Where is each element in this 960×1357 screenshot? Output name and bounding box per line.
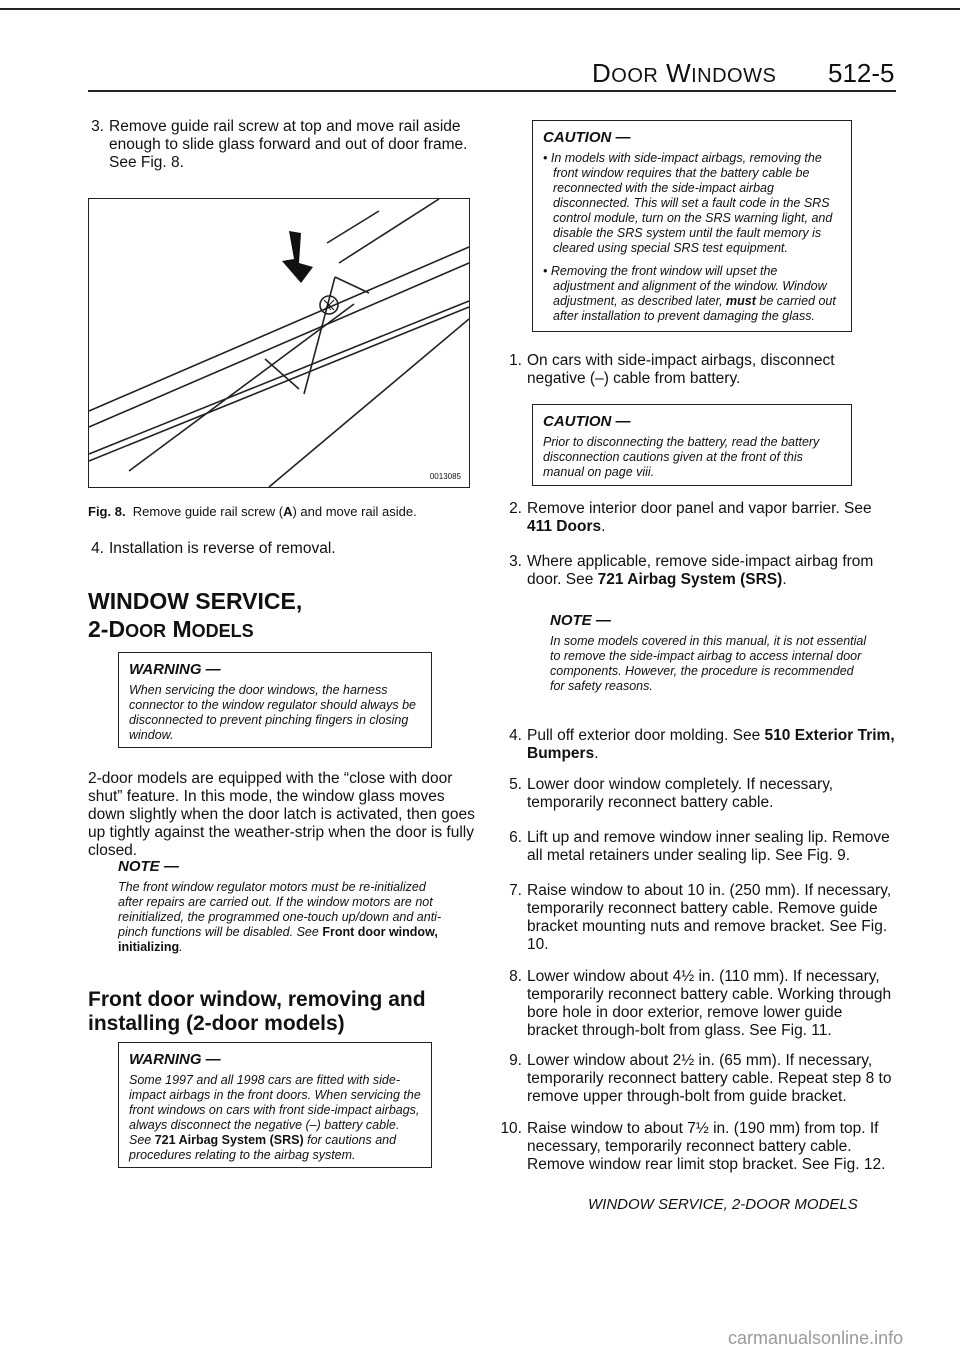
step-raise-window-7half: 10. Raise window to about 7½ in. (190 mm) from top. If necessary, temporarily reconnect battery cable. Remove window rear limit stop bracket. See Fig. 12.: [500, 1120, 886, 1173]
guide-rail-illustration: [89, 199, 469, 487]
guide-rail-figure: [88, 198, 470, 488]
step-remove-guide-rail: 3. Remove guide rail screw at top and move rail aside enough to slide glass forward and out of door frame. See Fig. 8.: [91, 118, 468, 171]
header-rule: [88, 90, 896, 92]
figure-code: 0013085: [429, 472, 461, 481]
step-disconnect-battery: 1. On cars with side-impact airbags, disconnect negative (–) cable from battery.: [509, 352, 835, 387]
top-rule: [0, 8, 960, 10]
step-pull-molding: 4. Pull off exterior door molding. See 510 Exterior Trim, Bumpers.: [509, 727, 895, 762]
watermark: carmanualsonline.info: [728, 1328, 904, 1348]
close-with-door-shut-paragraph: 2-door models are equipped with the “close with door shut” feature. In this mode, the window glass moves down slightly when the door latch is activated, then goes up tightly against the weather-strip when the door is fully closed.: [88, 770, 475, 859]
subsection-title: Front door window, removing and installing (2-door models): [88, 988, 426, 1035]
step-lower-window-2half: 9. Lower window about 2½ in. (65 mm). If necessary, temporarily reconnect battery cable. Repeat step 8 to remove upper through-bolt from guide bracket.: [509, 1052, 892, 1105]
doors-link[interactable]: 411 Doors: [527, 518, 602, 535]
figure-label-a: A: [325, 302, 332, 312]
caution-box-airbag: CAUTION — • In models with side-impact airbags, removing the front window requires that the battery cable be reconnected with the side-impact airbag disconnected. This will set a fault code in the SRS control module, turn on the SRS warning light, and disable the SRS system until the fault memory is cleared using special SRS test equipment. • Removing the front window will upset the adjustment and alignment of the window. Window adjustment, as described later, must be carried out after installation to prevent damaging the glass.: [532, 120, 852, 332]
running-footer: WINDOW SERVICE, 2-DOOR MODELS: [588, 1196, 858, 1213]
note-airbag-removal: NOTE — In some models covered in this manual, it is not essential to remove the side-impact airbag to access internal door components. However, the procedure is recommended for safety reasons.: [550, 612, 867, 693]
step-remove-sealing-lip: 6. Lift up and remove window inner sealing lip. Remove all metal retainers under sealing lip. See Fig. 9.: [509, 829, 890, 864]
page-number: 512-5: [828, 58, 895, 88]
step-lower-window: 5. Lower door window completely. If necessary, temporarily reconnect battery cable.: [509, 776, 834, 811]
step-raise-window-10in: 7. Raise window to about 10 in. (250 mm). If necessary, temporarily reconnect battery cable. Remove guide bracket mounting nuts and remove bracket. See Fig. 10.: [509, 882, 892, 953]
chapter-title: DOOR WINDOWS: [592, 58, 777, 88]
airbag-system-link-2[interactable]: 721 Airbag System (SRS): [597, 571, 783, 588]
airbag-system-link[interactable]: 721 Airbag System (SRS): [154, 1133, 304, 1147]
warning-box-airbag: WARNING — Some 1997 and all 1998 cars are fitted with side-impact airbags in the front doors. When servicing the front windows on cars with front side-impact airbags, always disconnect the negative (–) battery cable. See 721 Airbag System (SRS) for cautions and procedures relating to the airbag system.: [118, 1042, 432, 1168]
section-title: WINDOW SERVICE, 2-DOOR MODELS: [88, 588, 303, 642]
step-installation: 4. Installation is reverse of removal.: [91, 540, 336, 557]
step-lower-window-4half: 8. Lower window about 4½ in. (110 mm). If necessary, temporarily reconnect battery cable. Working through bore hole in door exterior, remove lower guide bracket through-bolt from glass. See Fig. 11.: [509, 968, 892, 1039]
exterior-trim-link[interactable]: 510 Exterior Trim, Bumpers: [527, 727, 895, 762]
initializing-link[interactable]: Front door window, initializing: [118, 925, 438, 954]
note-initialize-motors: NOTE — The front window regulator motors must be re-initialized after repairs are carried out. If the window motors are not reinitialized, the programmed one-touch up/down and anti-pinch functions will be disabled. See Front door window, initializing.: [118, 858, 442, 954]
caution-box-battery: CAUTION — Prior to disconnecting the battery, read the battery disconnection cautions given at the front of this manual on page viii.: [532, 404, 852, 486]
figure-caption: Fig. 8. Remove guide rail screw (A) and move rail aside.: [88, 504, 417, 519]
step-remove-airbag: 3. Where applicable, remove side-impact airbag from door. See 721 Airbag System (SRS).: [509, 553, 874, 588]
step-remove-door-panel: 2. Remove interior door panel and vapor barrier. See 411 Doors.: [509, 500, 872, 535]
warning-box-harness: WARNING — When servicing the door windows, the harness connector to the window regulator should always be disconnected to prevent pinching fingers in closing window.: [118, 652, 432, 748]
